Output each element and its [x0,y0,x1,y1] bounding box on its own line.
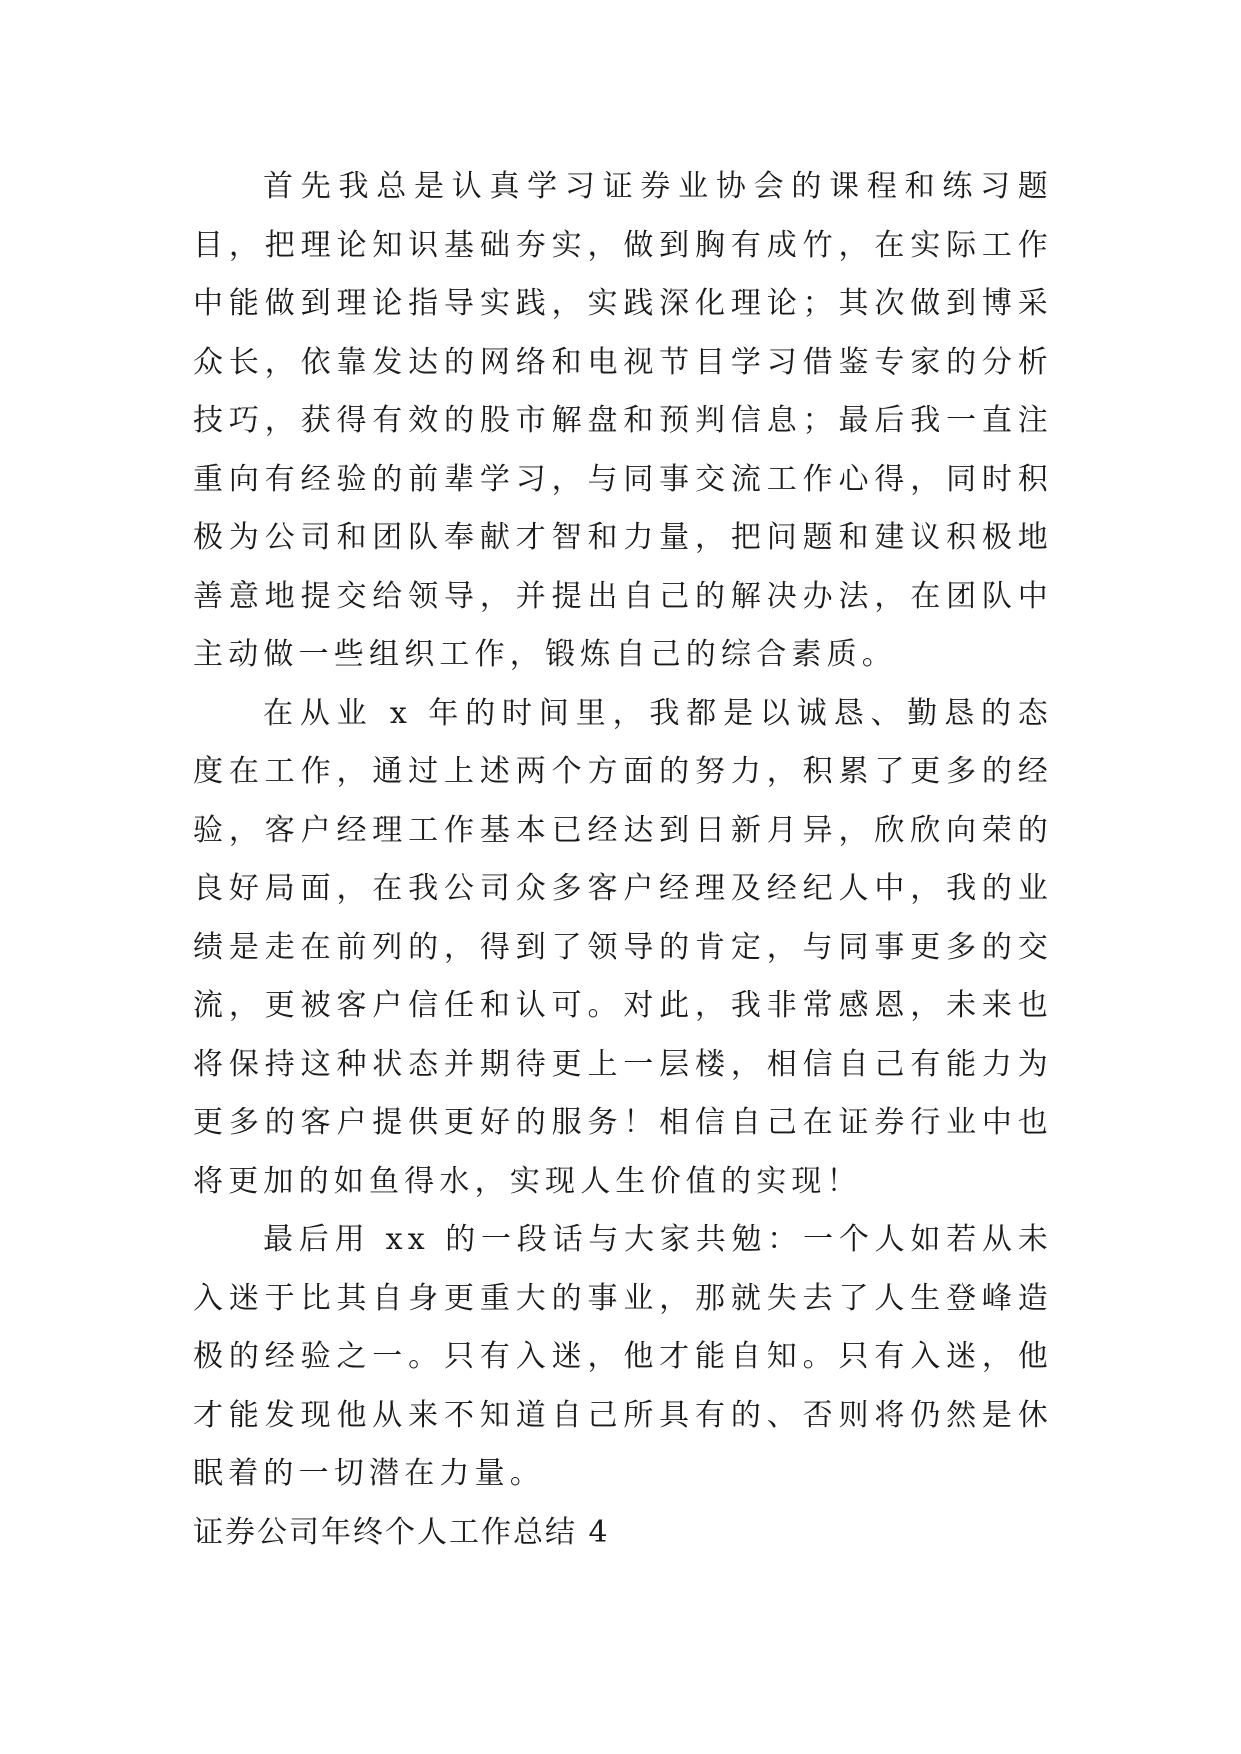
document-body [193,158,1053,1562]
paragraph-closing-quote: 最后用 xx 的一段话与大家共勉：一个人如若从未入迷于比其自身更重大的事业，那就失去了人生登峰造极的经验之一。只有入迷，他才能自知。只有入迷，他才能发现他从来不知道自己所具有的、否则将仍然是休眠着的一切潜在力量。 [193,1222,1053,1491]
paragraph-study-methods: 首先我总是认真学习证券业协会的课程和练习题目，把理论知识基础夯实，做到胸有成竹，在实际工作中能做到理论指导实践，实践深化理论；其次做到博采众长，依靠发达的网络和电视节目学习借鉴专家的分析技巧，获得有效的股市解盘和预判信息；最后我一直注重向有经验的前辈学习，与同事交流工作心得，同时积极为公司和团队奉献才智和力量，把问题和建议积极地善意地提交给领导，并提出自己的解决办法，在团队中主动做一些组织工作，锻炼自己的综合素质。 [193,169,1053,672]
section-heading: 证券公司年终个人工作总结 4 [193,1514,610,1550]
paragraph-work-results: 在从业 x 年的时间里，我都是以诚恳、勤恳的态度在工作，通过上述两个方面的努力，积累了更多的经验，客户经理工作基本已经达到日新月异，欣欣向荣的良好局面，在我公司众多客户经理及经纪人中，我的业绩是走在前列的，得到了领导的肯定，与同事更多的交流，更被客户信任和认可。对此，我非常感恩，未来也将保持这种状态并期待更上一层楼，相信自己有能力为更多的客户提供更好的服务！相信自己在证券行业中也将更加的如鱼得水，实现人生价值的实现！ [193,695,1053,1199]
